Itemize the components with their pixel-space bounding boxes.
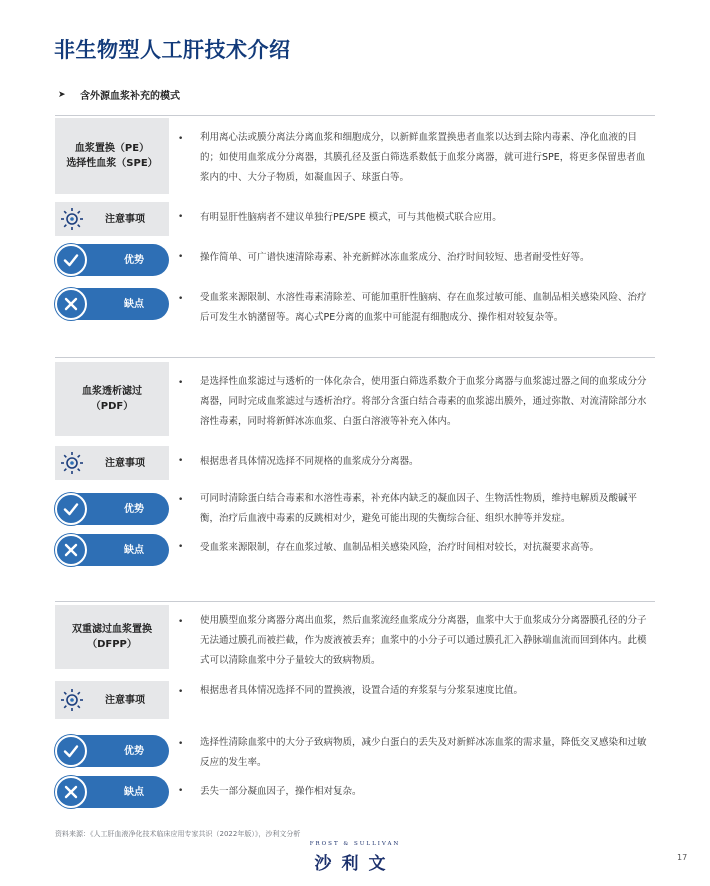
source-note: 资料来源：《人工肝血液净化技术临床应用专家共识（2022年版）》，沙利文分析 — [55, 830, 301, 838]
mode-name-line2: （PDF） — [90, 401, 134, 412]
pros-text: 可同时清除蛋白结合毒素和水溶性毒素，补充体内缺乏的凝血因子、生物活性物质，维持电解质及酸碱平衡，治疗后血液中毒素的反跳相对少，避免可能出现的失衡综合征、组织水肿等并发症。 — [200, 493, 638, 524]
bullet: • — [178, 542, 184, 552]
note-label-text: 注意事项 — [105, 694, 145, 706]
checkmark-circle-icon — [55, 244, 87, 276]
divider — [55, 357, 655, 358]
checkmark-circle-icon — [55, 735, 87, 767]
mode-section-pe — [55, 118, 655, 348]
pros-label-text: 优势 — [124, 745, 144, 757]
mode-label — [55, 118, 169, 194]
note-row — [55, 446, 655, 480]
cons-label-text: 缺点 — [124, 544, 144, 556]
mode-name-line1: 血浆透析滤过 — [82, 386, 142, 397]
pros-row — [55, 244, 655, 278]
subtitle-text: 含外源血浆补充的模式 — [80, 91, 180, 102]
bullet: • — [178, 294, 184, 304]
note-text: 根据患者具体情况选择不同的置换液，设置合适的弃浆泵与分浆泵速度比值。 — [200, 685, 524, 696]
cons-label — [55, 288, 169, 320]
company-logo: 沙利文 — [314, 854, 396, 874]
cons-row — [55, 776, 655, 812]
cons-label-text: 缺点 — [124, 786, 144, 798]
note-text: 根据患者具体情况选择不同规格的血浆成分分离器。 — [200, 456, 419, 467]
note-label — [55, 446, 169, 480]
cons-text: 丢失一部分凝血因子，操作相对复杂。 — [200, 786, 362, 797]
cross-circle-icon — [55, 776, 87, 808]
pros-label-text: 优势 — [124, 254, 144, 266]
mode-name-line2: （DFPP） — [87, 639, 137, 650]
note-row — [55, 681, 655, 719]
divider — [55, 601, 655, 602]
bullet: • — [178, 456, 184, 466]
divider — [55, 115, 655, 116]
checkmark-circle-icon — [55, 493, 87, 525]
cross-circle-icon — [55, 534, 87, 566]
mode-description: 使用膜型血浆分离器分离出血浆，然后血浆流经血浆成分分离器，血浆中大于血浆成分分离器膜孔径的分子无法通过膜孔而被拦截，作为废液被丢弃；血浆中的小分子可以通过膜孔汇入静脉端血流而回到体内。此模式可以清除血浆中分子量较大的致病物质。 — [200, 615, 647, 666]
page-title: 非生物型人工肝技术介绍 — [54, 38, 291, 62]
company-logo-latin: FROST & SULLIVAN — [309, 841, 401, 847]
cons-row — [55, 288, 655, 328]
note-row — [55, 202, 655, 236]
mode-row — [55, 362, 655, 436]
mode-description: 是选择性血浆滤过与透析的一体化杂合，使用蛋白筛选系数介于血浆分离器与血浆滤过器之间的血浆成分分离器，同时完成血浆滤过与透析治疗。将部分含蛋白结合毒素的血浆滤出膜外，通过弥散、对流清除部分水溶性毒素，同时将新鲜冰冻血浆、白蛋白溶液等补充入体内。 — [200, 376, 647, 427]
mode-row — [55, 605, 655, 669]
pros-row — [55, 491, 655, 531]
mode-name-line1: 双重滤过血浆置换 — [72, 624, 152, 635]
bullet: • — [178, 252, 184, 262]
pros-row — [55, 733, 655, 773]
pros-label — [55, 244, 169, 276]
note-label-text: 注意事项 — [105, 457, 145, 469]
bullet: • — [178, 212, 184, 222]
bullet: • — [178, 617, 184, 627]
mode-label — [55, 605, 169, 669]
pros-label-text: 优势 — [124, 503, 144, 515]
section-heading — [58, 87, 180, 102]
bullet: • — [178, 786, 184, 796]
cons-label-text: 缺点 — [124, 298, 144, 310]
note-label — [55, 681, 169, 719]
bullet: • — [178, 134, 184, 144]
note-text: 有明显肝性脑病者不建议单独行PE/SPE 模式，可与其他模式联合应用。 — [200, 212, 502, 223]
pros-label — [55, 493, 169, 525]
pros-text: 选择性清除血浆中的大分子致病物质，减少白蛋白的丢失及对新鲜冰冻血浆的需求量，降低交叉感染和过敏反应的发生率。 — [200, 737, 647, 768]
bullet: • — [178, 378, 184, 388]
lightbulb-icon — [59, 687, 85, 713]
pros-label — [55, 735, 169, 767]
mode-section-pdf — [55, 362, 655, 592]
lightbulb-icon — [59, 206, 85, 232]
note-label — [55, 202, 169, 236]
cons-text: 受血浆来源限制、水溶性毒素清除差、可能加重肝性脑病、存在血浆过敏可能、血制品相关感染风险、治疗后可发生水钠潴留等。离心式PE分离的血浆中可能混有细胞成分、操作相对较复杂等。 — [200, 292, 647, 323]
pros-text: 操作简单、可广谱快速清除毒素、补充新鲜冰冻血浆成分、治疗时间较短、患者耐受性好等。 — [200, 252, 590, 263]
note-label-text: 注意事项 — [105, 213, 145, 225]
cons-label — [55, 776, 169, 808]
mode-name-line1: 血浆置换（PE） — [74, 143, 150, 154]
cross-circle-icon — [55, 288, 87, 320]
bullet: • — [178, 495, 184, 505]
bullet: • — [178, 687, 184, 697]
lightbulb-icon — [59, 450, 85, 476]
mode-description: 利用离心法或膜分离法分离血浆和细胞成分，以新鲜血浆置换患者血浆以达到去除内毒素、净化血液的目的；如使用血浆成分分离器，其膜孔径及蛋白筛选系数低于血浆分离器，就可进行SPE，将更多保留患者血浆内的中、大分子物质，如凝血因子、球蛋白等。 — [200, 132, 646, 183]
cons-label — [55, 534, 169, 566]
mode-name-line2: 选择性血浆（SPE） — [66, 158, 158, 169]
mode-label — [55, 362, 169, 436]
cons-text: 受血浆来源限制，存在血浆过敏、血制品相关感染风险，治疗时间相对较长，对抗凝要求高等。 — [200, 542, 600, 553]
cons-row — [55, 534, 655, 570]
mode-row — [55, 118, 655, 194]
mode-section-dfpp — [55, 605, 655, 815]
arrow-right-icon: ➤ — [58, 89, 66, 100]
page-number: 17 — [677, 853, 688, 862]
bullet: • — [178, 739, 184, 749]
